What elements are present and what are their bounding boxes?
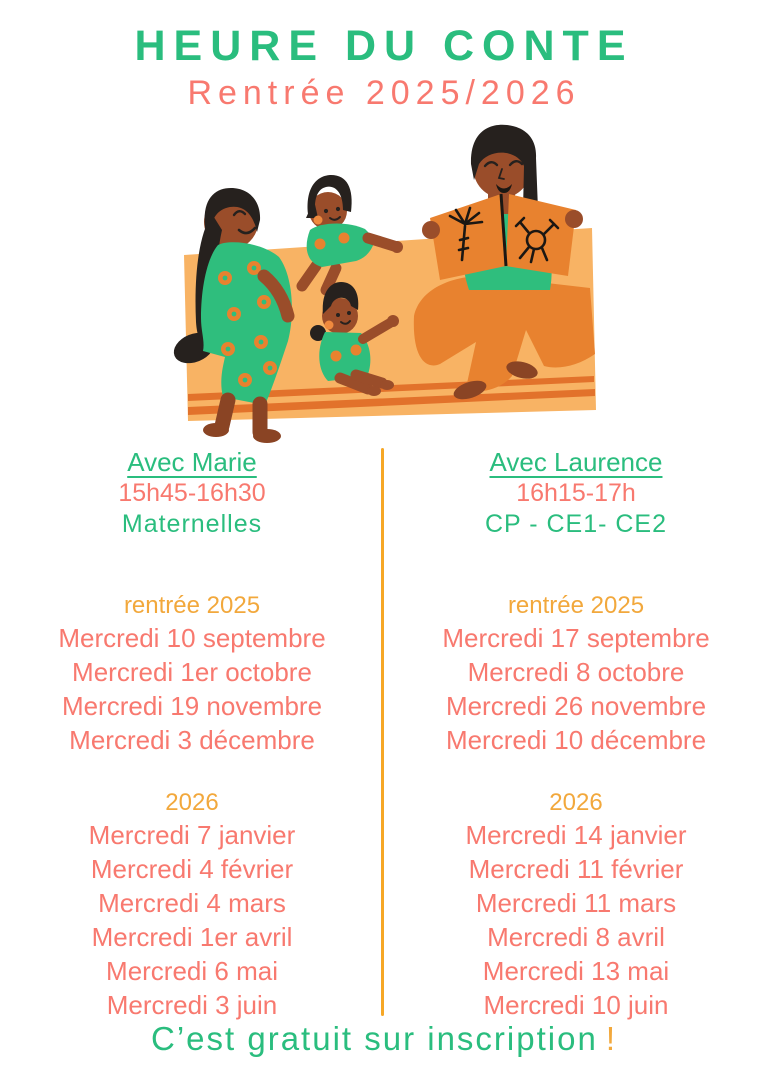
column-time: 16h15-17h xyxy=(516,479,636,507)
page-title: HEURE DU CONTE xyxy=(134,22,634,70)
date-line: Mercredi 4 février xyxy=(90,854,294,884)
date-line: Mercredi 19 novembre xyxy=(61,691,323,721)
date-section xyxy=(384,787,768,1022)
schedule-columns xyxy=(0,446,768,1022)
date-line: Mercredi 10 décembre xyxy=(445,725,707,755)
date-line: Mercredi 1er octobre xyxy=(72,657,312,687)
date-line: Mercredi 13 mai xyxy=(482,956,670,986)
date-line: Mercredi 3 juin xyxy=(106,990,278,1020)
date-line: Mercredi 10 juin xyxy=(483,990,669,1020)
date-line: Mercredi 10 septembre xyxy=(58,623,326,653)
page-subtitle: Rentrée 2025/2026 xyxy=(187,74,581,112)
date-line: Mercredi 4 mars xyxy=(98,888,286,918)
date-line: Mercredi 14 janvier xyxy=(465,820,687,850)
footer-text: C’est gratuit sur inscription xyxy=(151,1020,598,1057)
date-line: Mercredi 7 janvier xyxy=(88,820,296,850)
column-audience: Maternelles xyxy=(121,510,263,538)
column-heading: Avec Marie xyxy=(127,447,257,477)
date-section xyxy=(0,590,384,757)
date-line: Mercredi 1er avril xyxy=(91,922,293,952)
column-heading: Avec Laurence xyxy=(489,447,663,477)
date-section xyxy=(0,787,384,1022)
date-line: Mercredi 11 février xyxy=(468,854,684,884)
date-line: Mercredi 8 avril xyxy=(487,922,665,952)
section-label: rentrée 2025 xyxy=(123,592,261,619)
section-label: rentrée 2025 xyxy=(507,592,645,619)
date-line: Mercredi 8 octobre xyxy=(467,657,685,687)
section-label: 2026 xyxy=(165,789,219,816)
schedule-column-right xyxy=(384,446,768,1022)
date-line: Mercredi 3 décembre xyxy=(69,725,315,755)
reader-figure xyxy=(414,125,595,403)
footer-exclamation: ! xyxy=(605,1020,617,1057)
section-label: 2026 xyxy=(549,789,603,816)
schedule-column-left xyxy=(0,446,384,1022)
date-line: Mercredi 17 septembre xyxy=(442,623,710,653)
column-audience: CP - CE1- CE2 xyxy=(484,510,668,538)
date-section xyxy=(384,590,768,757)
footer-note xyxy=(0,1020,768,1058)
column-time: 15h45-16h30 xyxy=(118,479,266,507)
date-line: Mercredi 11 mars xyxy=(475,888,677,918)
storytime-illustration xyxy=(168,118,598,448)
date-line: Mercredi 26 novembre xyxy=(445,691,707,721)
date-line: Mercredi 6 mai xyxy=(106,956,278,986)
